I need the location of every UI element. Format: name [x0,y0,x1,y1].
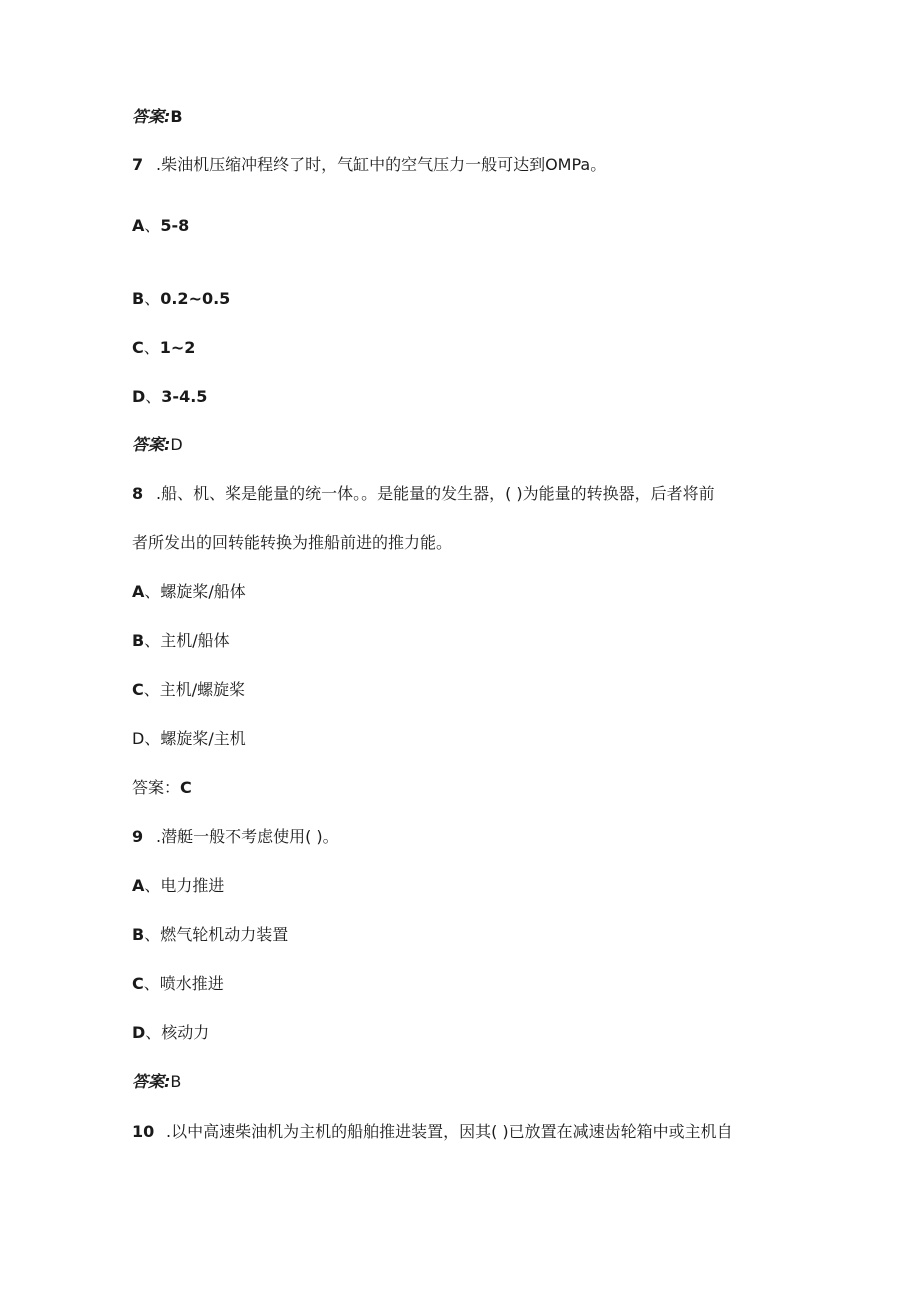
question-9 [132,827,339,847]
option-9-c [132,974,224,994]
option-letter: A [132,876,145,895]
question-text-line2: 者所发出的回转能转换为推船前进的推力能。 [132,533,453,552]
answer-value: B [170,107,183,126]
answer-label: 答案: [132,435,171,454]
option-sep: 、 [144,925,161,944]
question-text-line1: .船、机、桨是能量的统一体。。是能量的发生器，( )为能量的转换器，后者将前 [156,484,715,503]
answer-label: 答案： [132,778,181,797]
option-text: 1~2 [159,338,196,357]
question-number: 8 [132,484,144,503]
option-8-d [132,729,246,749]
option-8-b [132,631,230,651]
option-letter: D [132,729,145,748]
question-text: .以中高速柴油机为主机的船舶推进装置，因其( )已放置在减速齿轮箱中或主机自 [166,1122,733,1141]
option-text: 0.2~0.5 [160,289,231,308]
option-text: 主机/船体 [160,631,230,650]
option-letter: B [132,289,145,308]
option-letter: D [132,387,146,406]
option-8-c [132,680,245,700]
answer-9 [132,1072,181,1092]
option-text: 喷水推进 [159,974,224,993]
option-text: 5-8 [160,216,190,235]
option-letter: C [132,680,144,699]
option-7-a [132,216,189,236]
answer-value: B [170,1072,182,1091]
answer-7 [132,435,183,455]
option-9-d [132,1023,209,1043]
question-text: .柴油机压缩冲程终了时，气缸中的空气压力一般可达到OMPa。 [156,155,607,174]
option-letter: C [132,974,144,993]
answer-value: D [170,435,183,454]
question-8 [132,484,715,504]
option-sep: 、 [145,1023,162,1042]
option-text: 电力推进 [160,876,225,895]
option-text: 核动力 [161,1023,210,1042]
option-text: 燃气轮机动力装置 [160,925,289,944]
option-sep: 、 [144,729,161,748]
option-7-d [132,387,207,407]
question-number: 7 [132,155,144,174]
option-sep: 、 [144,631,161,650]
answer-6 [132,107,183,127]
option-letter: B [132,925,145,944]
option-sep: 、 [143,338,160,357]
option-sep: 、 [143,680,160,699]
option-sep: 、 [144,582,161,601]
option-text: 3-4.5 [161,387,208,406]
option-sep: 、 [143,974,160,993]
option-7-c [132,338,195,358]
option-letter: C [132,338,144,357]
option-sep: 、 [144,216,161,235]
answer-label: 答案: [132,107,171,126]
question-number: 9 [132,827,144,846]
option-letter: D [132,1023,146,1042]
option-text: 螺旋桨/主机 [160,729,246,748]
option-sep: 、 [144,876,161,895]
question-8-continued [132,533,452,553]
option-9-a [132,876,224,896]
option-9-b [132,925,288,945]
option-letter: B [132,631,145,650]
answer-value: C [180,778,192,797]
option-8-a [132,582,246,602]
question-7 [132,155,606,175]
option-text: 螺旋桨/船体 [160,582,246,601]
option-sep: 、 [144,289,161,308]
question-10 [132,1122,733,1142]
question-number: 10 [132,1122,155,1141]
option-7-b [132,289,230,309]
option-letter: A [132,582,145,601]
answer-label: 答案: [132,1072,171,1091]
answer-8 [132,778,192,798]
question-text: .潜艇一般不考虑使用( )。 [156,827,339,846]
option-sep: 、 [145,387,162,406]
option-letter: A [132,216,145,235]
option-text: 主机/螺旋桨 [159,680,246,699]
